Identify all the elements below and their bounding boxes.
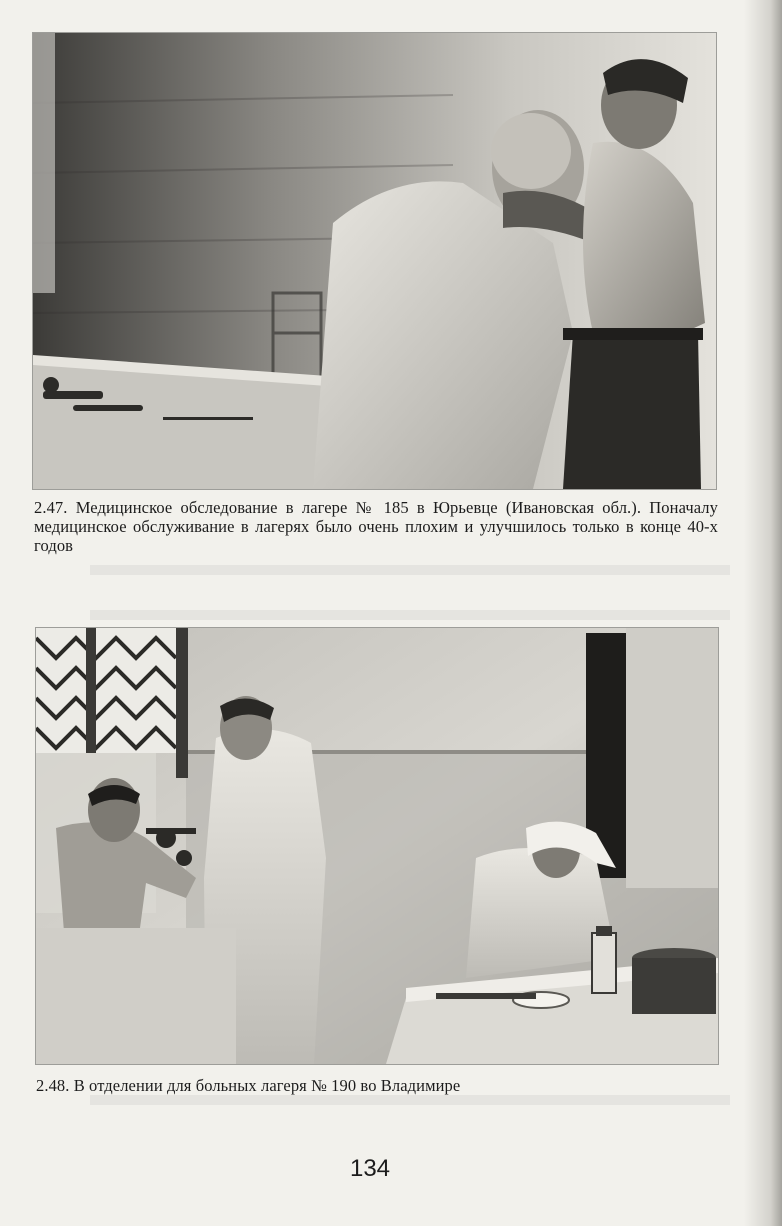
bleed-through-text	[90, 610, 730, 620]
photo-hospital-ward	[36, 628, 718, 1064]
page-number: 134	[349, 1155, 391, 1182]
figure-caption: 2.48. В отделении для больных лагеря № 190 во Владимире	[36, 1076, 461, 1095]
bleed-through-text	[90, 565, 730, 575]
figure-caption: 2.47. Медицинское обследование в лагере № 185 в Юрьевце (Ивановская обл.). Поначалу медицинское обслуживание в лагерях было очень плохим и улучшилось только в конце 40-х годов	[34, 498, 718, 555]
page-edge-shadow	[744, 0, 782, 1226]
photo-medical-examination	[33, 33, 716, 489]
bleed-through-text	[90, 1095, 730, 1105]
